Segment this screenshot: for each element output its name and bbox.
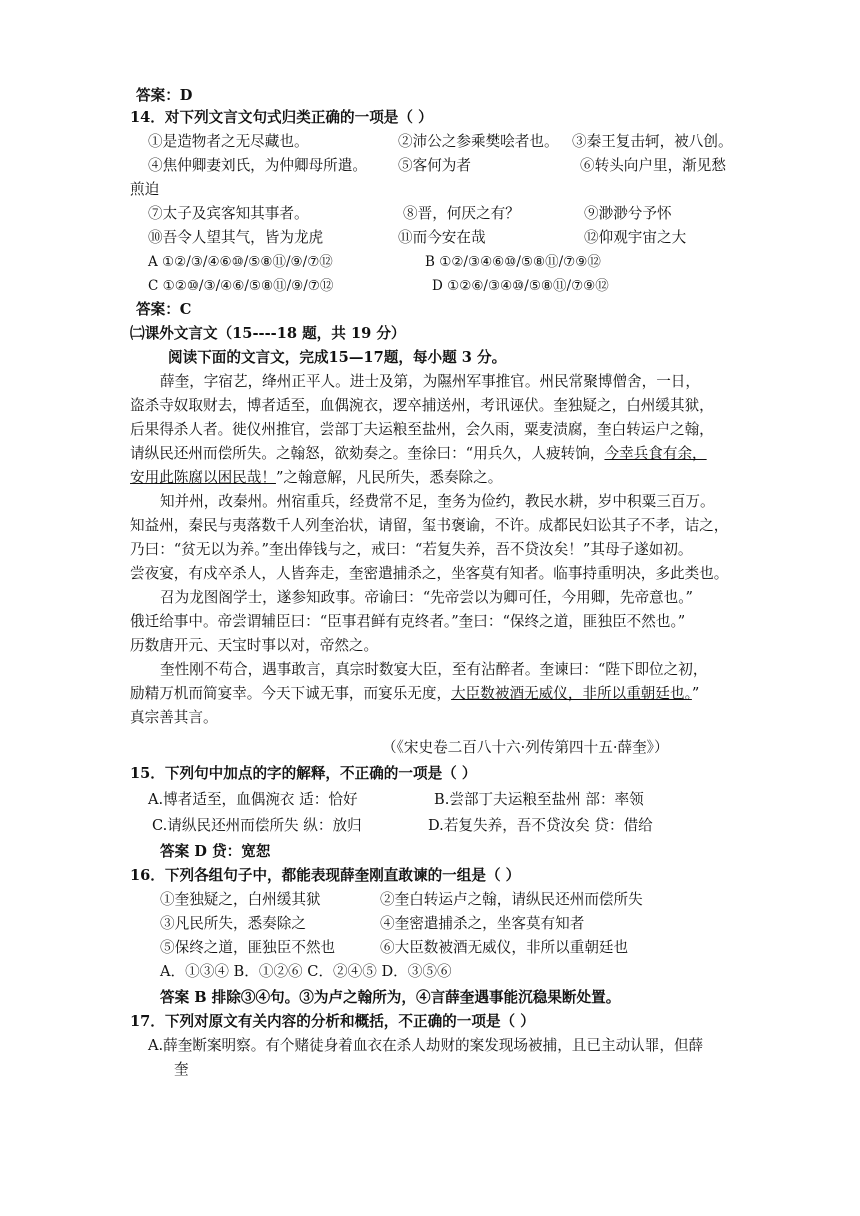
q14-item-4: ④焦仲卿妻刘氏，为仲卿母所遣。 <box>148 157 367 174</box>
q16-options: A．①③④ B．①②⑥ C．②④⑤ D．③⑤⑥ <box>160 963 452 980</box>
passage-p2-line1: 知并州，改秦州。州宿重兵，经费常不足，奎务为俭约，教民水耕，岁中积粟三百万。 <box>160 493 715 510</box>
passage-p3-line1: 召为龙图阁学士，遂参知政事。帝谕曰：“先帝尝以为卿可任，今用卿，先帝意也。” <box>160 589 693 606</box>
q14-item-9: ⑨渺渺兮予怀 <box>584 205 672 222</box>
passage-p1-line1: 薛奎，字宿艺，绛州正平人。进士及第，为隰州军事推官。州民常聚博僧舍，一日， <box>160 373 700 390</box>
question-15: 15．下列句中加点的字的解释，不正确的一项是（ ） <box>130 765 477 782</box>
passage-p1-line2: 盗杀寺奴取财去，博者适至，血偶涴衣，逻卒捕送州，考讯诬伏。奎独疑之，白州缓其狱， <box>130 397 714 414</box>
passage-p1-line5 <box>130 468 502 488</box>
q16-sentence-4: ④奎密遣捕杀之，坐客莫有知者 <box>380 915 585 932</box>
q14-item-7: ⑦太子及宾客知其事者。 <box>148 205 309 222</box>
q14-item-1: ①是造物者之无尽藏也。 <box>148 133 309 150</box>
q16-sentence-1: ①奎独疑之，白州缓其狱 <box>160 891 321 908</box>
passage-p4-line3: 真宗善其言。 <box>130 709 218 726</box>
q15-option-d: D.若复失养，吾不贷汝矣 贷：借给 <box>428 817 653 834</box>
passage-p4-line2-text: 励精万机而简宴幸。今天下诚无事，而宴乐无度， <box>130 685 452 702</box>
passage-p1-line5-text: ”之翰意解，凡民所失，悉奏除之。 <box>275 469 503 486</box>
q14-option-c: C ①②⑩/③/④⑥/⑤⑧⑪/⑨/⑦⑫ <box>148 278 334 294</box>
q15-option-c: C.请纵民还州而偿所失 纵：放归 <box>152 817 362 834</box>
passage-p1-line3: 后果得杀人者。徙仪州推官，尝部丁夫运粮至盐州，会久雨，粟麦渍腐，奎白转运户之翰， <box>130 421 714 438</box>
underlined-phrase-1a: 今幸兵食有余， <box>604 445 707 462</box>
passage-p2-line2: 知益州，秦民与夷落数千人列奎治状，请留，玺书褒谕，不许。成都民妇讼其子不孝，诘之， <box>130 517 729 534</box>
q14-item-3: ③秦王复击轲，被八创。 <box>572 133 733 150</box>
underlined-phrase-2: 大臣数被酒无威仪，非所以重朝廷也。 <box>451 685 692 702</box>
answer-16: 答案 B 排除③④句。③为卢之翰所为，④言薛奎遇事能沉稳果断处置。 <box>160 989 621 1006</box>
q14-item-6-cont: 煎迫 <box>130 181 160 198</box>
question-14: 14．对下列文言文句式归类正确的一项是（ ） <box>130 109 433 126</box>
section-heading-2: ㈡课外文言文（15----18 题，共 19 分） <box>130 325 406 342</box>
q14-option-b: B ①②/③④⑥⑩/⑤⑧⑪/⑦⑨⑫ <box>425 254 601 270</box>
underlined-phrase-1b: 安用此陈腐以困民哉！ <box>130 469 276 486</box>
q14-item-11: ⑪而今安在哉 <box>398 229 486 246</box>
passage-p4-line2 <box>130 684 699 704</box>
q14-item-12: ⑫仰观宇宙之大 <box>584 229 687 246</box>
q17-option-a-line1: A.薛奎断案明察。有个赌徒身着血衣在杀人劫财的案发现场被捕，且已主动认罪，但薛 <box>148 1037 704 1054</box>
q14-item-5: ⑤客何为者 <box>398 157 471 174</box>
passage-p3-line3: 历数唐开元、天宝时事以对，帝然之。 <box>130 637 379 654</box>
q15-option-a: A.博者适至，血偶涴衣 适：恰好 <box>148 791 358 808</box>
passage-p4-line1: 奎性刚不苟合，遇事敢言，真宗时数宴大臣，至有沾醉者。奎谏曰：“陛下即位之初， <box>160 661 708 678</box>
q14-item-8: ⑧晋，何厌之有？ <box>403 205 520 222</box>
answer-14: 答案：C <box>136 301 192 318</box>
q14-option-a: A ①②/③/④⑥⑩/⑤⑧⑪/⑨/⑦⑫ <box>148 254 333 270</box>
q15-option-b: B.尝部丁夫运粮至盐州 部：率领 <box>434 791 644 808</box>
q16-sentence-6: ⑥大臣数被酒无威仪，非所以重朝廷也 <box>380 939 629 956</box>
q16-sentence-5: ⑤保终之道，匪独臣不然也 <box>160 939 336 956</box>
q16-sentence-3: ③凡民所失，悉奏除之 <box>160 915 306 932</box>
passage-p1-line4-text: 请纵民还州而偿所失。之翰怒，欲劾奏之。奎徐曰：“用兵久，人疲转饷， <box>130 445 605 462</box>
answer-13: 答案：D <box>136 87 193 104</box>
passage-source: （《宋史卷二百八十六·列传第四十五·薛奎》） <box>382 739 669 756</box>
reading-instruction: 阅读下面的文言文，完成15—17题，每小题 3 分。 <box>168 349 507 366</box>
passage-p2-line3: 乃曰：“贫无以为养。”奎出俸钱与之，戒曰：“若复失养，吾不贷汝矣！”其母子遂如初。 <box>130 541 693 558</box>
passage-p3-line2: 俄迁给事中。帝尝谓辅臣曰：“臣事君鲜有克终者。”奎曰：“保终之道，匪独臣不然也。” <box>130 613 686 630</box>
question-17: 17．下列对原文有关内容的分析和概括，不正确的一项是（ ） <box>130 1013 535 1030</box>
q17-option-a-line2: 奎 <box>174 1061 189 1078</box>
q14-option-d: D ①②⑥/③④⑩/⑤⑧⑪/⑦⑨⑫ <box>432 278 609 294</box>
passage-p2-line4: 尝夜宴，有戍卒杀人，人皆奔走，奎密遣捕杀之，坐客莫有知者。临事持重明决，多此类也。 <box>130 565 729 582</box>
q16-sentence-2: ②奎白转运卢之翰，请纵民还州而偿所失 <box>380 891 643 908</box>
q14-item-10: ⑩吾令人望其气，皆为龙虎 <box>148 229 324 246</box>
q14-item-6: ⑥转头向户里，渐见愁 <box>580 157 726 174</box>
closing-quote: ” <box>691 685 700 702</box>
question-16: 16．下列各组句子中，都能表现薛奎刚直敢谏的一组是（ ） <box>130 867 521 884</box>
q14-item-2: ②沛公之参乘樊哙者也。 <box>398 133 559 150</box>
passage-p1-line4 <box>130 444 726 464</box>
answer-15: 答案 D 贷：宽恕 <box>160 843 271 860</box>
